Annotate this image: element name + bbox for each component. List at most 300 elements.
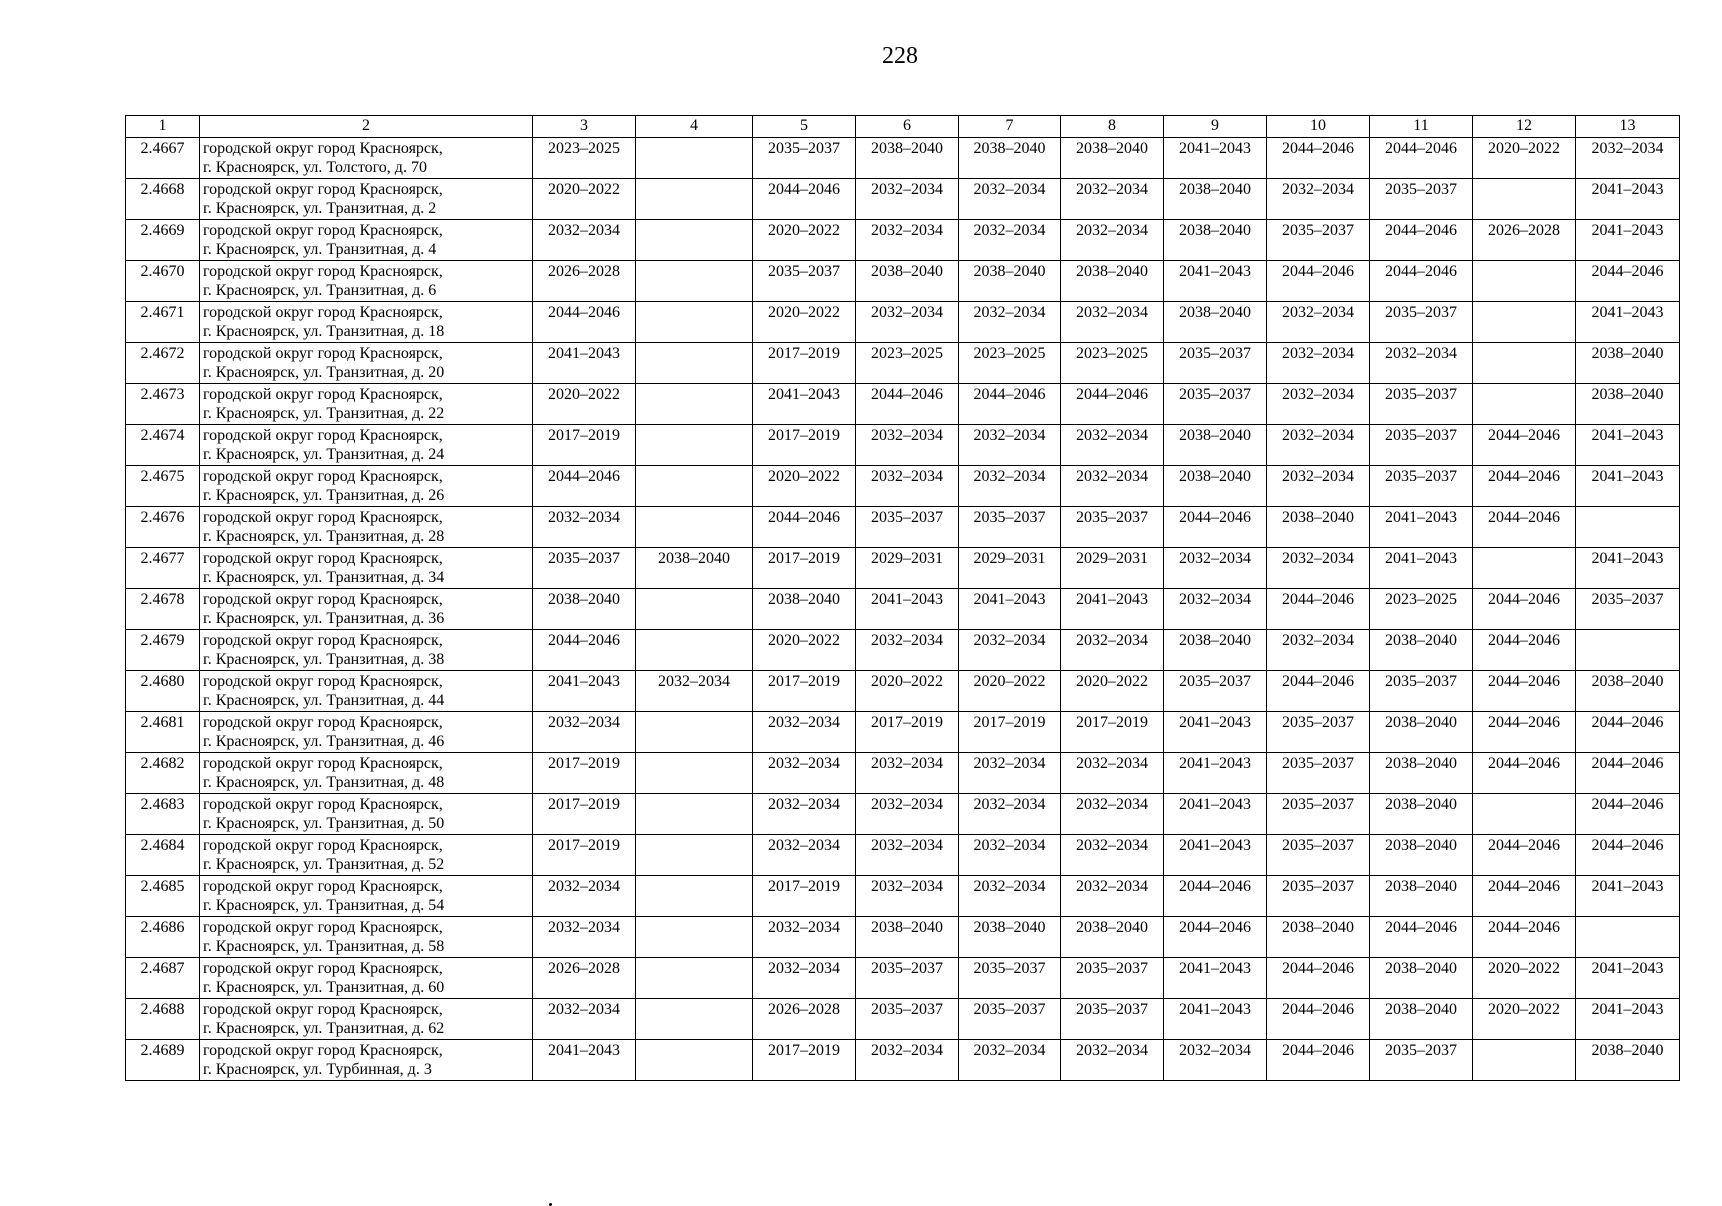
table-row bbox=[126, 425, 1680, 466]
address-line-district: городской округ город Красноярск, bbox=[203, 1001, 443, 1018]
period-cell: 2020–2022 bbox=[753, 302, 856, 343]
address-line-street: г. Красноярск, ул. Транзитная, д. 24 bbox=[203, 446, 445, 463]
period-cell: 2035–2037 bbox=[1061, 999, 1164, 1040]
period-cell: 2038–2040 bbox=[1061, 917, 1164, 958]
address-line-district: городской округ город Красноярск, bbox=[203, 878, 443, 895]
table-row bbox=[126, 138, 1680, 179]
row-number: 2.4674 bbox=[126, 425, 200, 466]
column-header: 12 bbox=[1473, 116, 1576, 138]
address-line-street: г. Красноярск, ул. Транзитная, д. 50 bbox=[203, 815, 445, 832]
period-cell: 2044–2046 bbox=[1267, 138, 1370, 179]
period-cell: 2035–2037 bbox=[959, 507, 1061, 548]
period-cell: 2035–2037 bbox=[1267, 753, 1370, 794]
address-line-street: г. Красноярск, ул. Транзитная, д. 44 bbox=[203, 692, 445, 709]
period-cell: 2038–2040 bbox=[533, 589, 636, 630]
period-cell bbox=[636, 302, 753, 343]
period-cell bbox=[636, 425, 753, 466]
column-header: 4 bbox=[636, 116, 753, 138]
period-cell: 2032–2034 bbox=[753, 917, 856, 958]
period-cell bbox=[636, 958, 753, 999]
period-cell: 2041–2043 bbox=[1164, 999, 1267, 1040]
period-cell: 2035–2037 bbox=[753, 261, 856, 302]
period-cell: 2032–2034 bbox=[959, 220, 1061, 261]
period-cell: 2032–2034 bbox=[959, 630, 1061, 671]
period-cell: 2044–2046 bbox=[1370, 138, 1473, 179]
table-row bbox=[126, 1040, 1680, 1081]
period-cell: 2041–2043 bbox=[1576, 876, 1680, 917]
period-cell: 2038–2040 bbox=[1164, 425, 1267, 466]
period-cell: 2038–2040 bbox=[959, 917, 1061, 958]
table-row bbox=[126, 466, 1680, 507]
period-cell bbox=[636, 138, 753, 179]
period-cell: 2020–2022 bbox=[753, 630, 856, 671]
period-cell: 2038–2040 bbox=[1164, 220, 1267, 261]
row-number: 2.4671 bbox=[126, 302, 200, 343]
row-number: 2.4669 bbox=[126, 220, 200, 261]
period-cell: 2044–2046 bbox=[1473, 630, 1576, 671]
period-cell bbox=[1473, 794, 1576, 835]
address-cell bbox=[200, 179, 533, 220]
row-number: 2.4667 bbox=[126, 138, 200, 179]
address-cell bbox=[200, 302, 533, 343]
schedule-table-container bbox=[125, 115, 1680, 1081]
period-cell: 2038–2040 bbox=[1576, 384, 1680, 425]
period-cell: 2032–2034 bbox=[856, 179, 959, 220]
address-cell bbox=[200, 1040, 533, 1081]
period-cell: 2032–2034 bbox=[1061, 794, 1164, 835]
period-cell bbox=[636, 630, 753, 671]
period-cell: 2044–2046 bbox=[1473, 589, 1576, 630]
period-cell: 2020–2022 bbox=[856, 671, 959, 712]
period-cell bbox=[636, 753, 753, 794]
period-cell: 2032–2034 bbox=[1061, 425, 1164, 466]
period-cell bbox=[636, 589, 753, 630]
period-cell: 2041–2043 bbox=[533, 1040, 636, 1081]
period-cell bbox=[1576, 507, 1680, 548]
period-cell: 2032–2034 bbox=[1164, 1040, 1267, 1081]
period-cell bbox=[636, 712, 753, 753]
period-cell: 2017–2019 bbox=[753, 1040, 856, 1081]
period-cell: 2032–2034 bbox=[533, 876, 636, 917]
period-cell: 2035–2037 bbox=[753, 138, 856, 179]
address-line-street: г. Красноярск, ул. Толстого, д. 70 bbox=[203, 159, 427, 176]
column-header: 8 bbox=[1061, 116, 1164, 138]
address-line-street: г. Красноярск, ул. Транзитная, д. 6 bbox=[203, 282, 437, 299]
period-cell: 2023–2025 bbox=[959, 343, 1061, 384]
address-line-district: городской округ город Красноярск, bbox=[203, 755, 443, 772]
period-cell bbox=[636, 794, 753, 835]
period-cell: 2032–2034 bbox=[753, 712, 856, 753]
table-row bbox=[126, 835, 1680, 876]
period-cell: 2044–2046 bbox=[1576, 835, 1680, 876]
table-row bbox=[126, 384, 1680, 425]
column-header: 5 bbox=[753, 116, 856, 138]
address-cell bbox=[200, 671, 533, 712]
period-cell: 2035–2037 bbox=[1164, 384, 1267, 425]
period-cell: 2044–2046 bbox=[1473, 835, 1576, 876]
period-cell: 2041–2043 bbox=[1164, 835, 1267, 876]
period-cell: 2035–2037 bbox=[1267, 876, 1370, 917]
period-cell bbox=[1473, 1040, 1576, 1081]
period-cell: 2032–2034 bbox=[1061, 753, 1164, 794]
address-line-street: г. Красноярск, ул. Транзитная, д. 2 bbox=[203, 200, 437, 217]
period-cell: 2041–2043 bbox=[1370, 548, 1473, 589]
column-header: 13 bbox=[1576, 116, 1680, 138]
period-cell: 2041–2043 bbox=[1576, 466, 1680, 507]
period-cell: 2035–2037 bbox=[856, 999, 959, 1040]
period-cell: 2038–2040 bbox=[856, 917, 959, 958]
period-cell bbox=[636, 1040, 753, 1081]
address-line-street: г. Красноярск, ул. Транзитная, д. 60 bbox=[203, 979, 445, 996]
period-cell: 2038–2040 bbox=[1061, 261, 1164, 302]
period-cell bbox=[636, 507, 753, 548]
period-cell: 2020–2022 bbox=[1473, 138, 1576, 179]
period-cell: 2032–2034 bbox=[959, 302, 1061, 343]
period-cell: 2044–2046 bbox=[1267, 671, 1370, 712]
period-cell: 2032–2034 bbox=[1267, 179, 1370, 220]
period-cell: 2041–2043 bbox=[1164, 794, 1267, 835]
period-cell: 2044–2046 bbox=[1267, 999, 1370, 1040]
period-cell: 2044–2046 bbox=[1473, 712, 1576, 753]
period-cell: 2038–2040 bbox=[753, 589, 856, 630]
period-cell: 2038–2040 bbox=[1061, 138, 1164, 179]
period-cell: 2044–2046 bbox=[1473, 876, 1576, 917]
period-cell: 2041–2043 bbox=[753, 384, 856, 425]
period-cell: 2041–2043 bbox=[1576, 220, 1680, 261]
period-cell: 2044–2046 bbox=[1473, 753, 1576, 794]
address-line-street: г. Красноярск, ул. Транзитная, д. 34 bbox=[203, 569, 445, 586]
address-line-street: г. Красноярск, ул. Транзитная, д. 38 bbox=[203, 651, 445, 668]
table-row bbox=[126, 179, 1680, 220]
table-row bbox=[126, 794, 1680, 835]
period-cell bbox=[636, 261, 753, 302]
period-cell: 2017–2019 bbox=[1061, 712, 1164, 753]
period-cell: 2035–2037 bbox=[1267, 712, 1370, 753]
period-cell: 2032–2034 bbox=[959, 753, 1061, 794]
period-cell: 2041–2043 bbox=[1061, 589, 1164, 630]
period-cell: 2035–2037 bbox=[533, 548, 636, 589]
address-line-street: г. Красноярск, ул. Транзитная, д. 18 bbox=[203, 323, 445, 340]
column-header: 2 bbox=[200, 116, 533, 138]
period-cell bbox=[636, 917, 753, 958]
period-cell: 2032–2034 bbox=[959, 466, 1061, 507]
address-line-district: городской округ город Красноярск, bbox=[203, 673, 443, 690]
header-row bbox=[126, 116, 1680, 138]
period-cell: 2032–2034 bbox=[1061, 630, 1164, 671]
period-cell: 2041–2043 bbox=[856, 589, 959, 630]
period-cell: 2044–2046 bbox=[753, 179, 856, 220]
period-cell: 2032–2034 bbox=[856, 425, 959, 466]
period-cell: 2017–2019 bbox=[533, 835, 636, 876]
period-cell: 2032–2034 bbox=[959, 876, 1061, 917]
period-cell: 2038–2040 bbox=[1370, 999, 1473, 1040]
period-cell bbox=[636, 179, 753, 220]
period-cell: 2020–2022 bbox=[753, 220, 856, 261]
address-line-district: городской округ город Красноярск, bbox=[203, 263, 443, 280]
row-number: 2.4686 bbox=[126, 917, 200, 958]
period-cell: 2032–2034 bbox=[1164, 548, 1267, 589]
period-cell: 2035–2037 bbox=[1370, 671, 1473, 712]
period-cell: 2032–2034 bbox=[1061, 220, 1164, 261]
period-cell: 2044–2046 bbox=[533, 630, 636, 671]
address-cell bbox=[200, 917, 533, 958]
row-number: 2.4670 bbox=[126, 261, 200, 302]
column-header: 7 bbox=[959, 116, 1061, 138]
row-number: 2.4680 bbox=[126, 671, 200, 712]
address-cell bbox=[200, 589, 533, 630]
period-cell: 2017–2019 bbox=[753, 671, 856, 712]
period-cell: 2023–2025 bbox=[1370, 589, 1473, 630]
period-cell: 2044–2046 bbox=[1473, 671, 1576, 712]
period-cell: 2032–2034 bbox=[1267, 630, 1370, 671]
period-cell: 2038–2040 bbox=[1370, 958, 1473, 999]
period-cell: 2044–2046 bbox=[1164, 917, 1267, 958]
period-cell: 2032–2034 bbox=[856, 466, 959, 507]
period-cell: 2032–2034 bbox=[753, 835, 856, 876]
period-cell: 2032–2034 bbox=[533, 507, 636, 548]
period-cell bbox=[636, 835, 753, 876]
period-cell: 2041–2043 bbox=[1164, 958, 1267, 999]
row-number: 2.4682 bbox=[126, 753, 200, 794]
address-cell bbox=[200, 548, 533, 589]
address-cell bbox=[200, 835, 533, 876]
period-cell: 2041–2043 bbox=[1164, 261, 1267, 302]
period-cell: 2029–2031 bbox=[1061, 548, 1164, 589]
period-cell: 2044–2046 bbox=[1576, 261, 1680, 302]
period-cell: 2032–2034 bbox=[856, 630, 959, 671]
period-cell: 2032–2034 bbox=[856, 1040, 959, 1081]
period-cell: 2029–2031 bbox=[959, 548, 1061, 589]
column-header: 9 bbox=[1164, 116, 1267, 138]
address-cell bbox=[200, 261, 533, 302]
period-cell: 2044–2046 bbox=[1576, 753, 1680, 794]
period-cell: 2041–2043 bbox=[1576, 179, 1680, 220]
period-cell: 2017–2019 bbox=[856, 712, 959, 753]
period-cell: 2035–2037 bbox=[1370, 179, 1473, 220]
period-cell: 2017–2019 bbox=[753, 425, 856, 466]
period-cell: 2026–2028 bbox=[533, 958, 636, 999]
table-row bbox=[126, 548, 1680, 589]
address-line-street: г. Красноярск, ул. Транзитная, д. 46 bbox=[203, 733, 445, 750]
period-cell: 2032–2034 bbox=[533, 917, 636, 958]
period-cell: 2041–2043 bbox=[1164, 712, 1267, 753]
address-line-district: городской округ город Красноярск, bbox=[203, 550, 443, 567]
period-cell bbox=[636, 876, 753, 917]
row-number: 2.4677 bbox=[126, 548, 200, 589]
period-cell: 2038–2040 bbox=[856, 138, 959, 179]
period-cell: 2038–2040 bbox=[959, 138, 1061, 179]
period-cell: 2035–2037 bbox=[856, 507, 959, 548]
period-cell: 2035–2037 bbox=[1370, 384, 1473, 425]
period-cell: 2038–2040 bbox=[1267, 917, 1370, 958]
address-line-district: городской округ город Красноярск, bbox=[203, 386, 443, 403]
period-cell: 2032–2034 bbox=[856, 753, 959, 794]
period-cell: 2044–2046 bbox=[1370, 917, 1473, 958]
address-line-district: городской округ город Красноярск, bbox=[203, 714, 443, 731]
period-cell: 2038–2040 bbox=[636, 548, 753, 589]
table-row bbox=[126, 712, 1680, 753]
row-number: 2.4689 bbox=[126, 1040, 200, 1081]
address-cell bbox=[200, 425, 533, 466]
period-cell: 2044–2046 bbox=[1473, 917, 1576, 958]
period-cell: 2026–2028 bbox=[1473, 220, 1576, 261]
row-number: 2.4687 bbox=[126, 958, 200, 999]
period-cell: 2032–2034 bbox=[533, 712, 636, 753]
period-cell: 2044–2046 bbox=[1267, 261, 1370, 302]
period-cell: 2026–2028 bbox=[753, 999, 856, 1040]
address-cell bbox=[200, 958, 533, 999]
period-cell: 2032–2034 bbox=[1267, 302, 1370, 343]
period-cell: 2035–2037 bbox=[1370, 466, 1473, 507]
address-cell bbox=[200, 753, 533, 794]
period-cell: 2038–2040 bbox=[1370, 794, 1473, 835]
period-cell: 2044–2046 bbox=[1267, 958, 1370, 999]
period-cell: 2044–2046 bbox=[1473, 425, 1576, 466]
period-cell: 2035–2037 bbox=[1267, 794, 1370, 835]
table-header bbox=[126, 116, 1680, 138]
period-cell: 2044–2046 bbox=[533, 466, 636, 507]
table-row bbox=[126, 876, 1680, 917]
period-cell: 2044–2046 bbox=[1473, 507, 1576, 548]
period-cell: 2035–2037 bbox=[1061, 958, 1164, 999]
period-cell: 2032–2034 bbox=[959, 1040, 1061, 1081]
period-cell: 2020–2022 bbox=[1473, 999, 1576, 1040]
row-number: 2.4672 bbox=[126, 343, 200, 384]
period-cell: 2041–2043 bbox=[1576, 548, 1680, 589]
table-row bbox=[126, 261, 1680, 302]
period-cell: 2032–2034 bbox=[1576, 138, 1680, 179]
table-row bbox=[126, 630, 1680, 671]
period-cell: 2017–2019 bbox=[753, 876, 856, 917]
address-line-district: городской округ город Красноярск, bbox=[203, 837, 443, 854]
column-header: 3 bbox=[533, 116, 636, 138]
period-cell: 2032–2034 bbox=[636, 671, 753, 712]
period-cell: 2044–2046 bbox=[1267, 1040, 1370, 1081]
column-header: 1 bbox=[126, 116, 200, 138]
period-cell: 2032–2034 bbox=[1061, 302, 1164, 343]
period-cell: 2020–2022 bbox=[533, 179, 636, 220]
period-cell: 2035–2037 bbox=[959, 958, 1061, 999]
period-cell bbox=[1473, 261, 1576, 302]
period-cell: 2044–2046 bbox=[1576, 794, 1680, 835]
period-cell: 2032–2034 bbox=[533, 220, 636, 261]
period-cell: 2032–2034 bbox=[753, 794, 856, 835]
address-line-district: городской округ город Красноярск, bbox=[203, 919, 443, 936]
period-cell: 2032–2034 bbox=[753, 958, 856, 999]
address-line-district: городской округ город Красноярск, bbox=[203, 632, 443, 649]
period-cell: 2044–2046 bbox=[1061, 384, 1164, 425]
row-number: 2.4681 bbox=[126, 712, 200, 753]
address-line-district: городской округ город Красноярск, bbox=[203, 591, 443, 608]
address-cell bbox=[200, 630, 533, 671]
period-cell: 2041–2043 bbox=[1576, 999, 1680, 1040]
period-cell: 2017–2019 bbox=[533, 753, 636, 794]
period-cell: 2023–2025 bbox=[1061, 343, 1164, 384]
address-line-street: г. Красноярск, ул. Транзитная, д. 54 bbox=[203, 897, 445, 914]
address-line-district: городской округ город Красноярск, bbox=[203, 181, 443, 198]
address-cell bbox=[200, 384, 533, 425]
period-cell: 2041–2043 bbox=[1576, 302, 1680, 343]
address-line-street: г. Красноярск, ул. Турбинная, д. 3 bbox=[203, 1061, 432, 1078]
address-line-street: г. Красноярск, ул. Транзитная, д. 4 bbox=[203, 241, 437, 258]
period-cell bbox=[1473, 302, 1576, 343]
table-row bbox=[126, 589, 1680, 630]
period-cell: 2038–2040 bbox=[1576, 1040, 1680, 1081]
period-cell: 2035–2037 bbox=[1267, 220, 1370, 261]
period-cell: 2035–2037 bbox=[1061, 507, 1164, 548]
period-cell bbox=[636, 466, 753, 507]
schedule-table bbox=[125, 115, 1680, 1081]
address-line-district: городской округ город Красноярск, bbox=[203, 796, 443, 813]
period-cell: 2032–2034 bbox=[856, 794, 959, 835]
period-cell: 2032–2034 bbox=[1267, 466, 1370, 507]
address-cell bbox=[200, 876, 533, 917]
period-cell: 2017–2019 bbox=[753, 343, 856, 384]
address-cell bbox=[200, 466, 533, 507]
period-cell: 2044–2046 bbox=[1164, 876, 1267, 917]
address-cell bbox=[200, 138, 533, 179]
address-line-street: г. Красноярск, ул. Транзитная, д. 58 bbox=[203, 938, 445, 955]
period-cell: 2032–2034 bbox=[1061, 179, 1164, 220]
table-row bbox=[126, 917, 1680, 958]
address-cell bbox=[200, 507, 533, 548]
period-cell: 2017–2019 bbox=[533, 794, 636, 835]
period-cell: 2026–2028 bbox=[533, 261, 636, 302]
period-cell: 2020–2022 bbox=[959, 671, 1061, 712]
address-line-street: г. Красноярск, ул. Транзитная, д. 28 bbox=[203, 528, 445, 545]
period-cell bbox=[1576, 917, 1680, 958]
period-cell: 2023–2025 bbox=[856, 343, 959, 384]
period-cell: 2035–2037 bbox=[1164, 671, 1267, 712]
address-line-street: г. Красноярск, ул. Транзитная, д. 52 bbox=[203, 856, 445, 873]
period-cell: 2038–2040 bbox=[1370, 712, 1473, 753]
period-cell: 2038–2040 bbox=[1164, 302, 1267, 343]
period-cell bbox=[1473, 548, 1576, 589]
table-row bbox=[126, 958, 1680, 999]
period-cell: 2032–2034 bbox=[959, 835, 1061, 876]
period-cell: 2032–2034 bbox=[1267, 384, 1370, 425]
period-cell: 2041–2043 bbox=[533, 343, 636, 384]
table-row bbox=[126, 302, 1680, 343]
row-number: 2.4668 bbox=[126, 179, 200, 220]
row-number: 2.4683 bbox=[126, 794, 200, 835]
period-cell: 2032–2034 bbox=[856, 302, 959, 343]
period-cell: 2044–2046 bbox=[753, 507, 856, 548]
address-line-street: г. Красноярск, ул. Транзитная, д. 20 bbox=[203, 364, 445, 381]
period-cell: 2035–2037 bbox=[1576, 589, 1680, 630]
period-cell: 2032–2034 bbox=[856, 835, 959, 876]
page-number: 228 bbox=[882, 43, 918, 69]
period-cell: 2041–2043 bbox=[1576, 425, 1680, 466]
address-line-district: городской округ город Красноярск, bbox=[203, 960, 443, 977]
column-header: 10 bbox=[1267, 116, 1370, 138]
address-line-street: г. Красноярск, ул. Транзитная, д. 26 bbox=[203, 487, 445, 504]
period-cell: 2038–2040 bbox=[959, 261, 1061, 302]
period-cell bbox=[636, 384, 753, 425]
period-cell: 2035–2037 bbox=[1370, 302, 1473, 343]
column-header: 11 bbox=[1370, 116, 1473, 138]
period-cell: 2044–2046 bbox=[1267, 589, 1370, 630]
address-cell bbox=[200, 794, 533, 835]
row-number: 2.4676 bbox=[126, 507, 200, 548]
period-cell: 2032–2034 bbox=[856, 220, 959, 261]
period-cell: 2032–2034 bbox=[959, 794, 1061, 835]
column-header: 6 bbox=[856, 116, 959, 138]
period-cell: 2032–2034 bbox=[1164, 589, 1267, 630]
address-line-street: г. Красноярск, ул. Транзитная, д. 62 bbox=[203, 1020, 445, 1037]
period-cell: 2038–2040 bbox=[1576, 343, 1680, 384]
period-cell bbox=[1473, 384, 1576, 425]
